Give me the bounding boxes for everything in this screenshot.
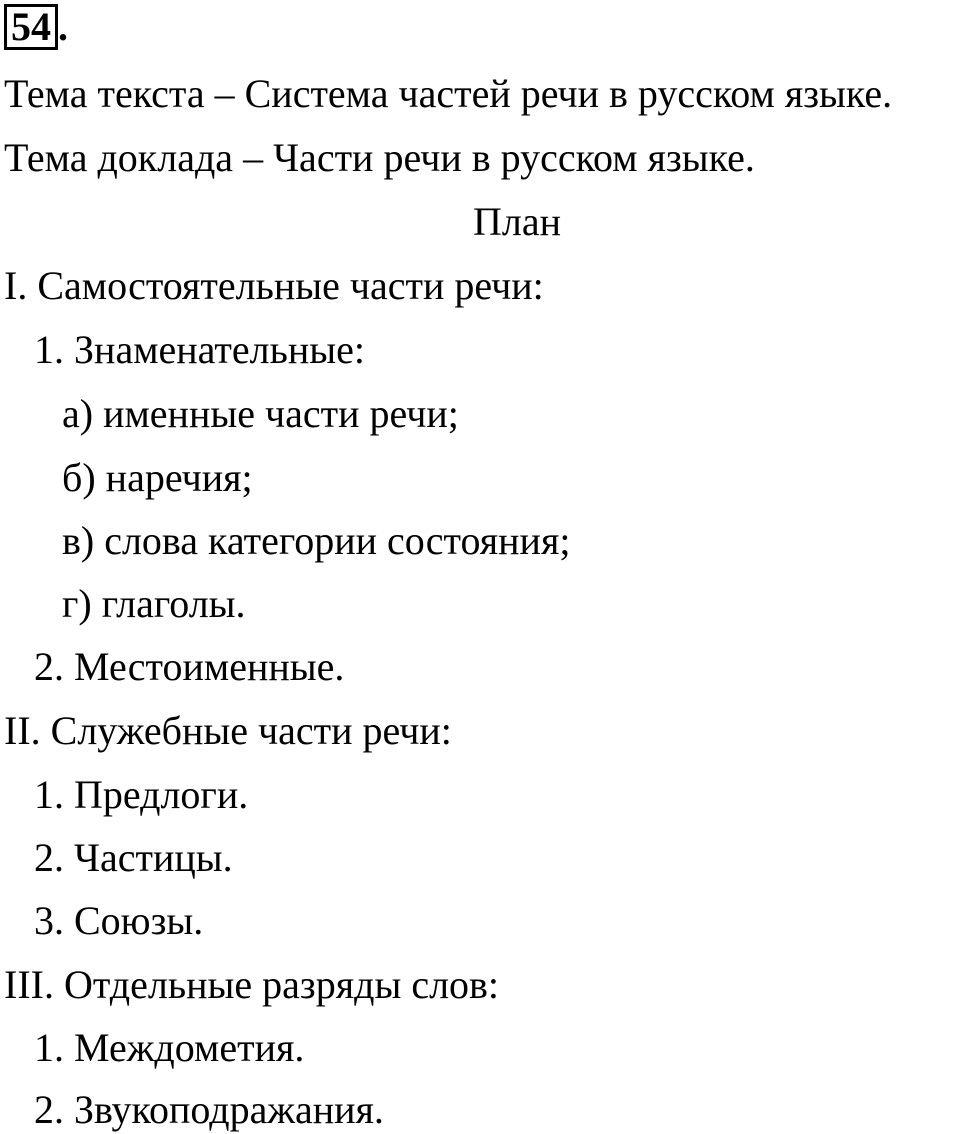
list-item: 2. Местоименные.: [34, 644, 345, 689]
text-topic: Тема текста – Система частей речи в русском языке.: [4, 71, 893, 116]
task-number-dot: .: [58, 4, 68, 49]
section-title: III. Отдельные разряды слов:: [4, 962, 500, 1007]
list-item: 1. Междометия.: [34, 1025, 305, 1070]
list-item: 1. Знаменательные:: [34, 327, 365, 372]
report-topic: Тема доклада – Части речи в русском языке.: [4, 135, 755, 180]
sub-list-item: г) глаголы.: [62, 581, 246, 626]
sub-list-item: а) именные части речи;: [62, 391, 459, 436]
section-title: I. Самостоятельные части речи:: [4, 263, 544, 308]
task-number-box: 54: [4, 4, 58, 50]
list-item: 2. Частицы.: [34, 835, 233, 880]
plan-heading: План: [472, 199, 561, 244]
list-item: 2. Звукоподражания.: [34, 1087, 384, 1132]
section-title: II. Служебные части речи:: [4, 708, 452, 753]
sub-list-item: б) наречия;: [62, 455, 253, 500]
task-number: [4, 4, 68, 52]
list-item: 1. Предлоги.: [34, 772, 249, 817]
sub-list-item: в) слова категории состояния;: [62, 518, 571, 563]
list-item: 3. Союзы.: [34, 898, 204, 943]
